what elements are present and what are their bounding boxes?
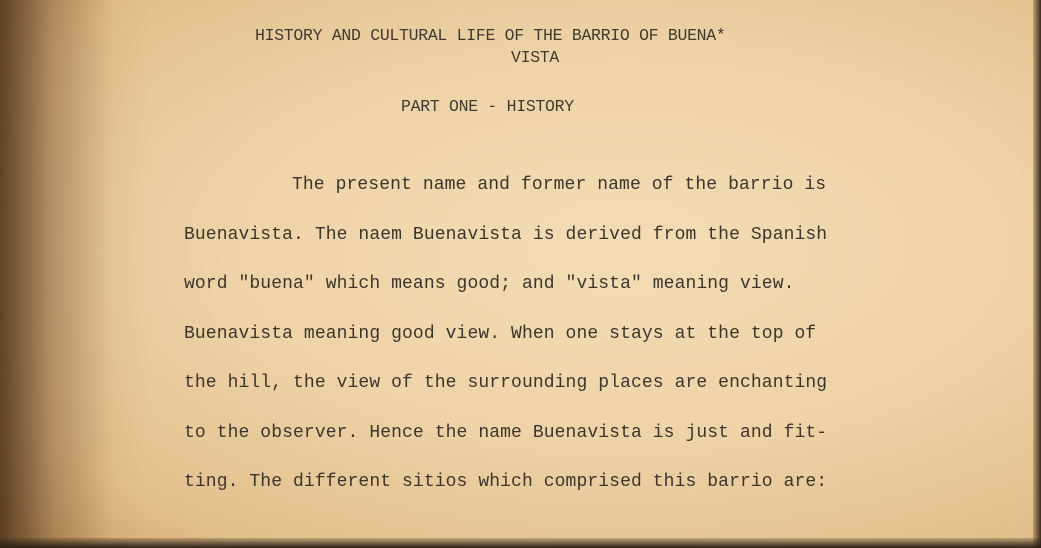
body-line-3: word "buena" which means good; and "vista" meaning view. xyxy=(184,274,795,294)
body-line-7: ting. The different sitios which comprised this barrio are: xyxy=(184,472,828,492)
body-line-4: Buenavista meaning good view. When one stays at the top of xyxy=(184,324,817,344)
document-title-line-2: VISTA xyxy=(511,48,560,67)
part-heading: PART ONE - HISTORY xyxy=(401,97,574,116)
body-line-1: The present name and former name of the barrio is xyxy=(292,175,827,195)
document-title-line-1: HISTORY AND CULTURAL LIFE OF THE BARRIO OF BUENA* xyxy=(255,26,726,45)
page-right-edge xyxy=(1033,0,1041,548)
body-line-6: to the observer. Hence the name Buenavista is just and fit- xyxy=(184,423,828,443)
body-line-2: Buenavista. The naem Buenavista is derived from the Spanish xyxy=(184,225,828,245)
body-line-5: the hill, the view of the surrounding places are enchanting xyxy=(184,373,828,393)
